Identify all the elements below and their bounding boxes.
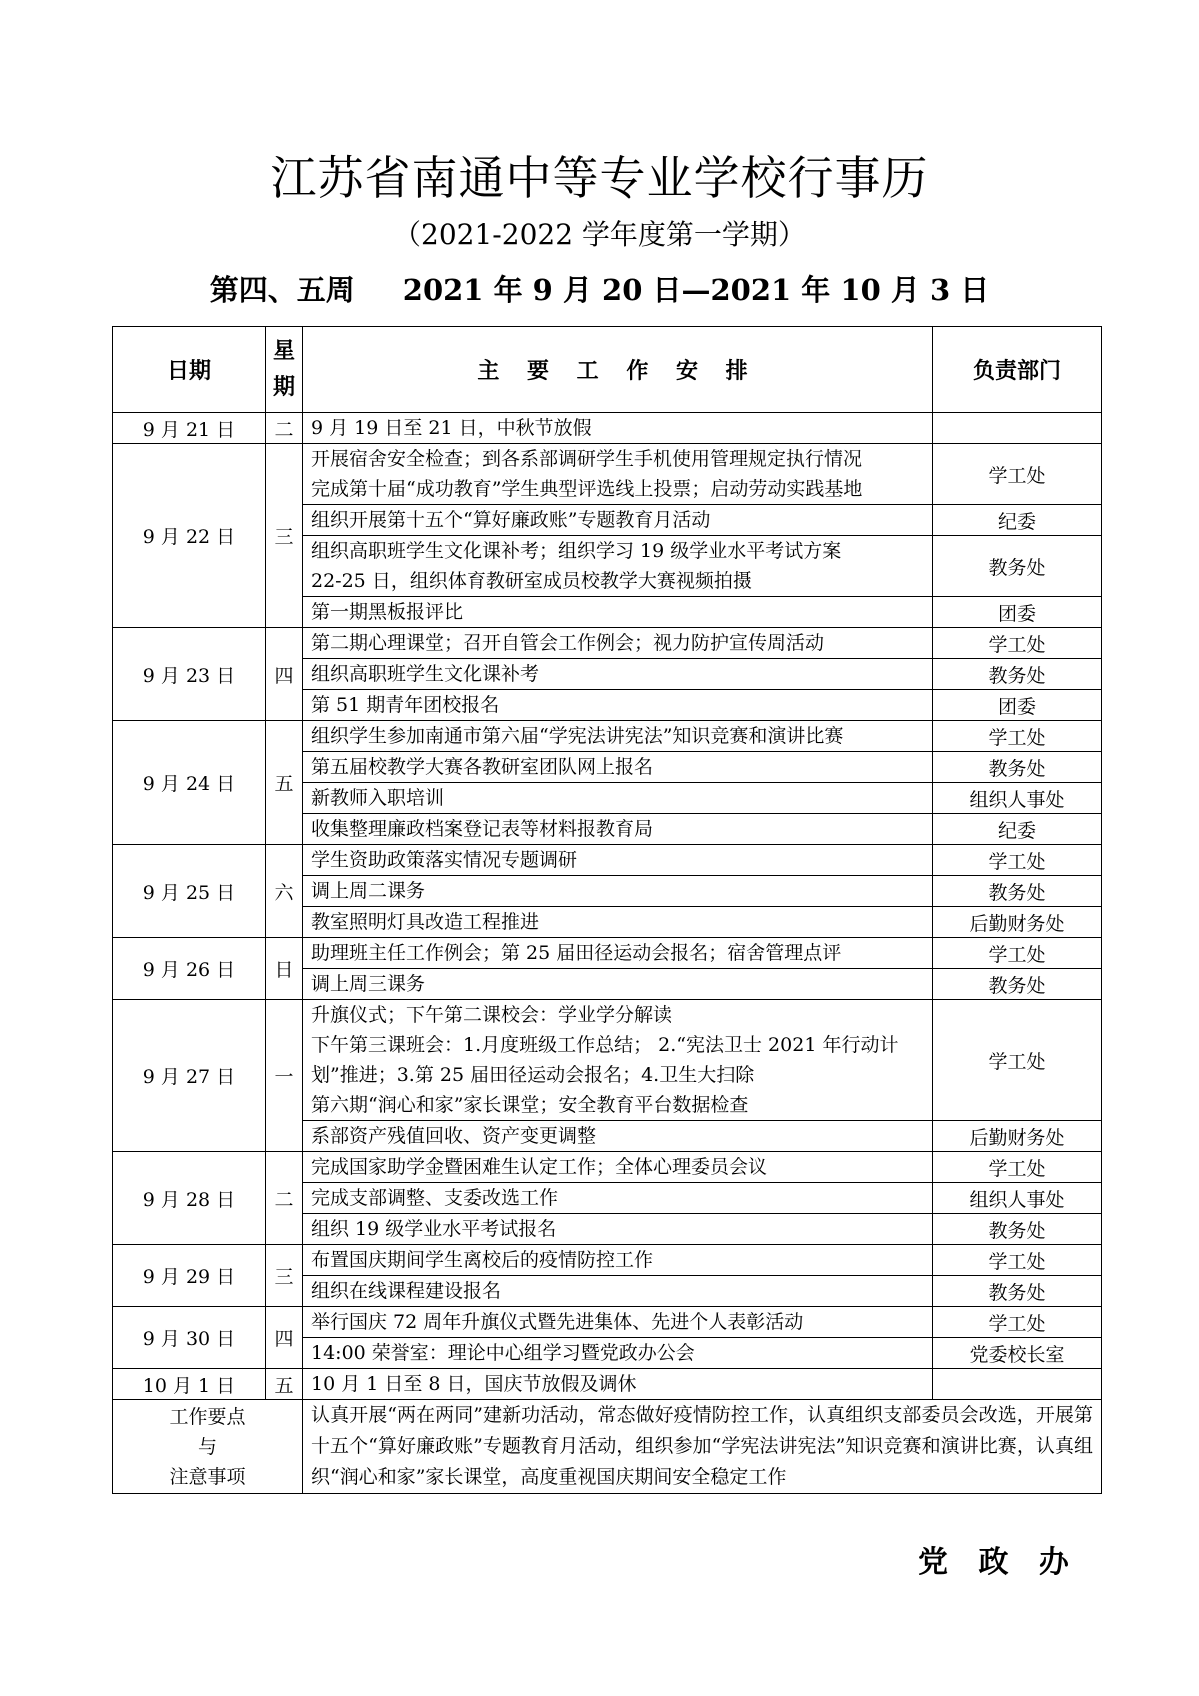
task-cell (303, 1000, 933, 1121)
task-cell (303, 1369, 933, 1400)
task-line: 组织高职班学生文化课补考；组织学习 19 级学业水平考试方案 (311, 540, 842, 562)
task-line: 第 51 期青年团校报名 (311, 694, 500, 716)
task-cell (303, 1245, 933, 1276)
dept-cell: 纪委 (933, 505, 1102, 536)
day-weekday: 三 (266, 1245, 303, 1307)
task-line: 升旗仪式；下午第二课校会：学业学分解读 (311, 1004, 673, 1026)
dept-cell: 学工处 (933, 721, 1102, 752)
notes-label-line: 工作要点 (169, 1405, 246, 1428)
task-cell (303, 1307, 933, 1338)
notes-label-line: 注意事项 (169, 1465, 246, 1488)
notes-label-line: 与 (197, 1435, 217, 1458)
dept-cell (933, 413, 1102, 444)
dept-cell: 团委 (933, 597, 1102, 628)
task-line: 第一期黑板报评比 (311, 601, 464, 623)
day-date: 10 月 1 日 (113, 1369, 266, 1400)
task-cell (303, 1214, 933, 1245)
table-row (113, 628, 1102, 659)
dept-cell: 后勤财务处 (933, 907, 1102, 938)
dept-cell: 学工处 (933, 1152, 1102, 1183)
task-line: 新教师入职培训 (311, 787, 445, 809)
dept-cell: 教务处 (933, 659, 1102, 690)
table-row (113, 938, 1102, 969)
day-weekday: 四 (266, 1307, 303, 1369)
table-header-row (113, 327, 1102, 413)
header-weekday-1: 星 (272, 338, 295, 364)
task-line: 第六期“润心和家”家长课堂；安全教育平台数据检查 (311, 1094, 749, 1116)
day-date: 9 月 21 日 (113, 413, 266, 444)
task-line: 组织学生参加南通市第六届“学宪法讲宪法”知识竞赛和演讲比赛 (311, 725, 844, 747)
task-line: 9 月 19 日至 21 日，中秋节放假 (311, 417, 592, 439)
task-line: 教室照明灯具改造工程推进 (311, 911, 540, 933)
task-cell (303, 690, 933, 721)
task-line: 调上周三课务 (311, 973, 426, 995)
task-line: 布置国庆期间学生离校后的疫情防控工作 (311, 1249, 654, 1271)
table-row (113, 845, 1102, 876)
dept-cell: 组织人事处 (933, 783, 1102, 814)
task-cell (303, 505, 933, 536)
task-cell (303, 938, 933, 969)
task-cell (303, 1276, 933, 1307)
task-line: 划”推进；3.第 25 届田径运动会报名；4.卫生大扫除 (311, 1064, 755, 1086)
task-cell (303, 1338, 933, 1369)
task-cell (303, 876, 933, 907)
dept-cell: 教务处 (933, 752, 1102, 783)
task-line: 组织在线课程建设报名 (311, 1280, 502, 1302)
header-weekday-2: 期 (272, 374, 295, 400)
dept-cell: 后勤财务处 (933, 1121, 1102, 1152)
task-line: 14:00 荣誉室：理论中心组学习暨党政办公会 (311, 1342, 695, 1364)
dept-cell: 学工处 (933, 444, 1102, 505)
dept-cell: 教务处 (933, 1276, 1102, 1307)
day-date: 9 月 23 日 (113, 628, 266, 721)
day-date: 9 月 27 日 (113, 1000, 266, 1152)
dept-cell: 教务处 (933, 876, 1102, 907)
dept-cell: 团委 (933, 690, 1102, 721)
task-line: 调上周二课务 (311, 880, 426, 902)
day-date: 9 月 25 日 (113, 845, 266, 938)
task-cell (303, 814, 933, 845)
task-line: 组织高职班学生文化课补考 (311, 663, 540, 685)
dept-cell: 党委校长室 (933, 1338, 1102, 1369)
dept-cell: 学工处 (933, 845, 1102, 876)
day-weekday: 六 (266, 845, 303, 938)
task-cell (303, 1183, 933, 1214)
task-line: 组织 19 级学业水平考试报名 (311, 1218, 557, 1240)
header-weekday (266, 327, 303, 413)
dept-cell: 教务处 (933, 969, 1102, 1000)
dept-cell: 组织人事处 (933, 1183, 1102, 1214)
day-date: 9 月 22 日 (113, 444, 266, 628)
semester-subtitle: （2021-2022 学年度第一学期） (393, 218, 806, 251)
dept-cell: 学工处 (933, 1000, 1102, 1121)
day-weekday: 五 (266, 721, 303, 845)
task-line: 组织开展第十五个“算好廉政账”专题教育月活动 (311, 509, 711, 531)
table-row (113, 413, 1102, 444)
dept-cell: 教务处 (933, 1214, 1102, 1245)
task-line: 开展宿舍安全检查；到各系部调研学生手机使用管理规定执行情况 (311, 448, 863, 470)
task-cell (303, 659, 933, 690)
task-cell (303, 907, 933, 938)
task-cell (303, 444, 933, 505)
dept-cell: 学工处 (933, 1245, 1102, 1276)
day-weekday: 四 (266, 628, 303, 721)
task-cell (303, 597, 933, 628)
table-row (113, 1245, 1102, 1276)
dept-cell: 学工处 (933, 938, 1102, 969)
table-row (113, 1307, 1102, 1338)
task-line: 学生资助政策落实情况专题调研 (311, 849, 578, 871)
day-weekday: 二 (266, 413, 303, 444)
day-date: 9 月 26 日 (113, 938, 266, 1000)
task-line: 10 月 1 日至 8 日，国庆节放假及调休 (311, 1373, 637, 1395)
task-line: 下午第三课班会：1.月度班级工作总结； 2.“宪法卫士 2021 年行动计 (311, 1034, 899, 1056)
day-date: 9 月 29 日 (113, 1245, 266, 1307)
dept-cell: 教务处 (933, 536, 1102, 597)
dept-cell: 纪委 (933, 814, 1102, 845)
week-heading (0, 270, 1199, 310)
task-cell (303, 536, 933, 597)
task-line: 助理班主任工作例会；第 25 届田径运动会报名；宿舍管理点评 (311, 942, 842, 964)
task-cell (303, 413, 933, 444)
day-date: 9 月 24 日 (113, 721, 266, 845)
day-weekday: 一 (266, 1000, 303, 1152)
day-date: 9 月 28 日 (113, 1152, 266, 1245)
document-title: 江苏省南通中等专业学校行事历 (270, 151, 929, 205)
task-cell (303, 845, 933, 876)
dept-cell: 学工处 (933, 1307, 1102, 1338)
day-weekday: 五 (266, 1369, 303, 1400)
dept-cell (933, 1369, 1102, 1400)
task-line: 举行国庆 72 周年升旗仪式暨先进集体、先进个人表彰活动 (311, 1311, 804, 1333)
calendar-body (113, 413, 1102, 1494)
week-range: 2021 年 9 月 20 日—2021 年 10 月 3 日 (402, 273, 990, 307)
table-row (113, 1369, 1102, 1400)
table-row (113, 1152, 1102, 1183)
notes-row (113, 1400, 1102, 1494)
task-cell (303, 783, 933, 814)
notes-label (113, 1400, 303, 1494)
task-line: 完成第十届“成功教育”学生典型评选线上投票；启动劳动实践基地 (311, 478, 863, 500)
calendar-table (112, 326, 1102, 1494)
task-line: 22-25 日，组织体育教研室成员校教学大赛视频拍摄 (311, 570, 752, 592)
task-line: 第五届校教学大赛各教研室团队网上报名 (311, 756, 654, 778)
table-row (113, 721, 1102, 752)
dept-cell: 学工处 (933, 628, 1102, 659)
task-line: 收集整理廉政档案登记表等材料报教育局 (311, 818, 654, 840)
day-weekday: 日 (266, 938, 303, 1000)
task-cell (303, 752, 933, 783)
notes-text: 认真开展“两在两同”建新功活动，常态做好疫情防控工作，认真组织支部委员会改选，开展第十五个“算好廉政账”专题教育月活动，组织参加“学宪法讲宪法”知识竞赛和演讲比赛，认真组织“润心和家”家长课堂，高度重视国庆期间安全稳定工作 (303, 1400, 1102, 1494)
task-cell (303, 628, 933, 659)
issuer-signature: 党 政 办 (918, 1545, 1079, 1580)
header-date: 日期 (113, 327, 266, 413)
task-line: 完成国家助学金暨困难生认定工作；全体心理委员会议 (311, 1156, 768, 1178)
task-cell (303, 1152, 933, 1183)
task-line: 系部资产残值回收、资产变更调整 (311, 1125, 597, 1147)
day-date: 9 月 30 日 (113, 1307, 266, 1369)
task-line: 完成支部调整、支委改选工作 (311, 1187, 559, 1209)
day-weekday: 二 (266, 1152, 303, 1245)
task-cell (303, 721, 933, 752)
day-weekday: 三 (266, 444, 303, 628)
task-cell (303, 1121, 933, 1152)
header-dept: 负责部门 (933, 327, 1102, 413)
week-label: 第四、五周 (209, 273, 355, 307)
task-cell (303, 969, 933, 1000)
task-line: 第二期心理课堂；召开自管会工作例会；视力防护宣传周活动 (311, 632, 825, 654)
header-task: 主 要 工 作 安 排 (303, 327, 933, 413)
